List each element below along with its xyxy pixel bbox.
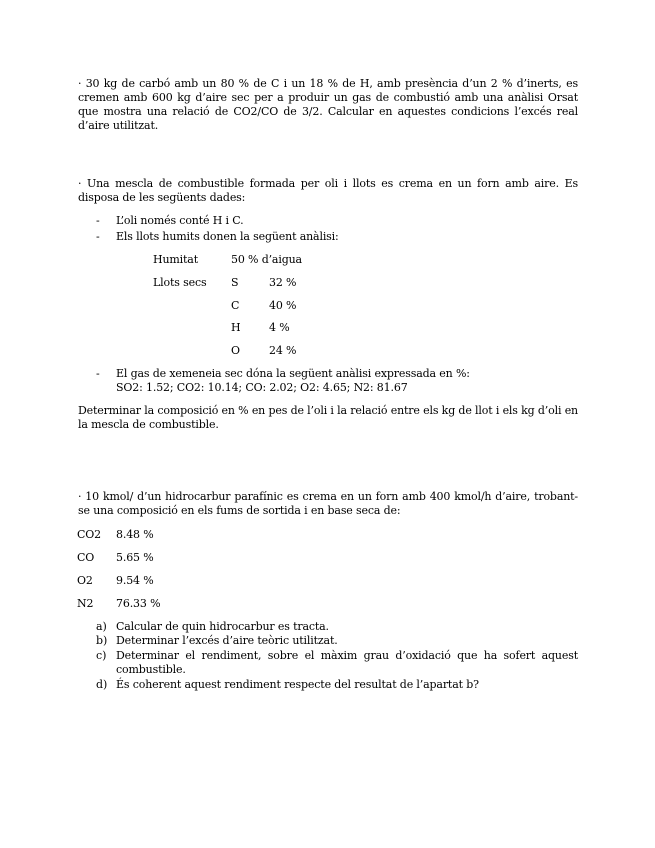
problem-2-question: Determinar la composició en % en pes de l’oli i la relació entre els kg de llot i els kg d’oli en la mescla de combustible.	[78, 404, 578, 431]
problem-3-intro: · 10 kmol/ d’un hidrocarbur parafínic es crema en un forn amb 400 kmol/h d’aire, trobant-se una composició en els fums de sortida i en base seca de:	[78, 490, 578, 517]
problem-2-intro: · Una mescla de combustible formada per oli i llots es crema en un forn amb aire. Es disposa de les següents dades:	[78, 177, 578, 204]
gas-name: N2	[77, 597, 94, 610]
gas-name: O2	[77, 574, 93, 587]
element-symbol: H	[231, 321, 241, 334]
item-letter: a)	[96, 620, 107, 633]
element-symbol: O	[231, 344, 240, 357]
item-letter: c)	[96, 649, 107, 662]
dry-sludge-label: Llots secs	[153, 276, 207, 289]
gas-percent: 8.48 %	[116, 528, 154, 541]
gas-percent: 9.54 %	[116, 574, 154, 587]
element-percent: 40 %	[269, 299, 297, 312]
bullet-marker: -	[96, 230, 100, 243]
element-symbol: C	[231, 299, 240, 312]
bullet-sludge-analysis: Els llots humits donen la següent anàlisi:	[116, 230, 339, 243]
element-symbol: S	[231, 276, 239, 289]
item-text: Determinar l’excés d’aire teòric utilitzat.	[116, 634, 338, 647]
flue-gas-values: SO2: 1.52; CO2: 10.14; CO: 2.02; O2: 4.65; N2: 81.67	[116, 381, 408, 394]
element-percent: 32 %	[269, 276, 297, 289]
bullet-flue-gas: El gas de xemeneia sec dóna la següent anàlisi expressada en %:	[116, 367, 470, 380]
bullet-oil-composition: L’oli només conté H i C.	[116, 214, 244, 227]
item-text: Determinar el rendiment, sobre el màxim grau d’oxidació que ha sofert aquest combustible.	[116, 649, 578, 676]
bullet-marker: -	[96, 367, 100, 380]
item-letter: d)	[96, 678, 108, 691]
element-percent: 4 %	[269, 321, 290, 334]
gas-percent: 76.33 %	[116, 597, 161, 610]
humitat-label: Humitat	[153, 253, 198, 266]
problem-1-text: · 30 kg de carbó amb un 80 % de C i un 18 % de H, amb presència d’un 2 % d’inerts, es cremen amb 600 kg d’aire sec per a produir un gas de combustió amb una anàlisi Orsat que mostra una relació de CO2/CO de 3/2. Calcular en aquestes condicions l’excés real d’aire utilitzat.	[78, 77, 578, 132]
gas-name: CO2	[77, 528, 101, 541]
gas-name: CO	[77, 551, 95, 564]
humitat-value: 50 % d’aigua	[231, 253, 302, 266]
element-percent: 24 %	[269, 344, 297, 357]
item-text: És coherent aquest rendiment respecte del resultat de l’apartat b?	[116, 678, 479, 691]
bullet-marker: -	[96, 214, 100, 227]
item-text: Calcular de quin hidrocarbur es tracta.	[116, 620, 329, 633]
gas-percent: 5.65 %	[116, 551, 154, 564]
item-letter: b)	[96, 634, 108, 647]
